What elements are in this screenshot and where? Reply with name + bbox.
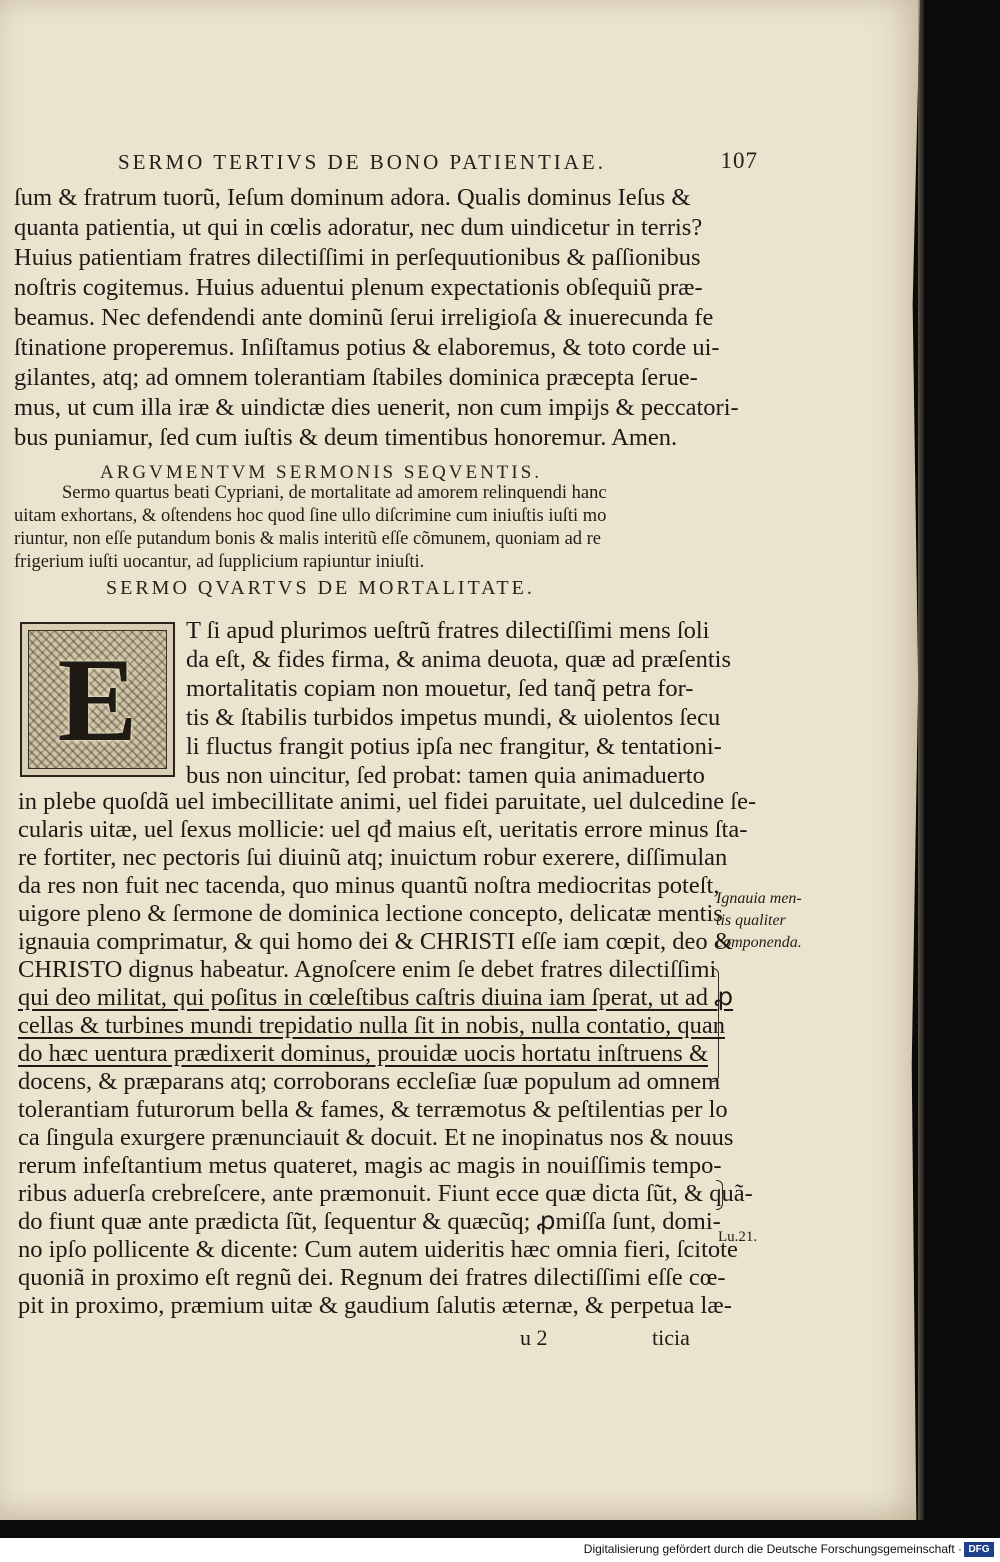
text-line: ribus aduerſa crebreſcere, ante præmonuit. Fiunt ecce quæ dicta ſũt, & quã-	[18, 1180, 753, 1207]
margin-note-line: Ignauia men-	[716, 890, 802, 907]
signature-mark: u 2	[520, 1325, 548, 1350]
text-line: cularis uitæ, uel ſexus mollicie: uel qđ maius eſt, ueritatis errore minus ſta-	[18, 816, 748, 843]
initial-letter: E	[57, 632, 138, 766]
text-line: da res non fuit nec tacenda, quo minus quantũ noſtra mediocritas poteſt,	[18, 872, 720, 899]
text-line: pit in proximo, præmium uitæ & gaudium ſalutis æternæ, & perpetua læ-	[18, 1292, 732, 1319]
dfg-logo: DFG	[964, 1542, 994, 1557]
text-line: gilantes, atq; ad omnem tolerantiam ſtabiles dominica præcepta ſerue-	[14, 364, 698, 391]
argument-line: uitam exhortans, & oſtendens hoc quod ſine ullo diſcrimine cum iniuſtis iuſti mo	[14, 506, 607, 526]
text-line: Huius patientiam fratres dilectiſſimi in perſequutionibus & paſſionibus	[14, 244, 701, 271]
text-line: ſtinatione properemus. Inſiſtamus potius & elaboremus, & toto corde ui-	[14, 334, 720, 361]
running-head	[118, 150, 758, 182]
catchword: ticia	[652, 1325, 690, 1350]
woodcut-ornament	[28, 630, 167, 769]
running-head-title: SERMO TERTIVS DE BONO PATIENTIAE.	[118, 150, 607, 174]
margin-bracket	[712, 968, 719, 1082]
text-line: ignauia comprimatur, & qui homo dei & CHRISTI eſſe iam cœpit, deo &	[18, 928, 733, 955]
text-line: tolerantiam futurorum bella & fames, & terræmotus & peſtilentias per lo	[18, 1096, 728, 1123]
argument-line: riuntur, non eſſe putandum bonis & malis interitũ eſſe cõmunem, quoniam ad re	[14, 529, 602, 549]
argument-heading: ARGVMENTVM SERMONIS SEQVENTIS.	[100, 462, 543, 483]
margin-note-line: componenda.	[716, 934, 802, 951]
page-edge	[918, 0, 924, 1520]
margin-reference: Lu.21.	[718, 1229, 758, 1245]
text-line: uigore pleno & ſermone de dominica lectione concepto, delicatæ mentis	[18, 900, 723, 927]
text-line: quoniã in proximo eſt regnũ dei. Regnum dei fratres dilectiſſimi eſſe cœ-	[18, 1264, 726, 1291]
page-number: 107	[720, 148, 758, 173]
text-line: li fluctus frangit potius ipſa nec frangitur, & tentationi-	[186, 733, 722, 760]
text-line: tis & ſtabilis turbidos impetus mundi, & uiolentos ſecu	[186, 704, 721, 731]
footer-credit: Digitalisierung gefördert durch die Deutsche Forschungsgemeinschaft ·	[583, 1542, 962, 1556]
text-line: do fiunt quæ ante prædicta ſũt, ſequentur & quæcũq; ꝓmiſſa ſunt, domi-	[18, 1208, 721, 1235]
text-line: da eſt, & fides firma, & anima deuota, quæ ad præſentis	[186, 646, 731, 673]
text-line: docens, & præparans atq; corroborans eccleſiæ ſuæ populum ad omnem	[18, 1068, 721, 1095]
text-line: cellas & turbines mundi trepidatio nulla ſit in nobis, nulla contatio, quan	[18, 1012, 725, 1039]
text-line: re fortiter, nec pectoris ſui diuinũ atq; inuictum robur exerere, diſſimulan	[18, 844, 728, 871]
margin-bracket	[716, 1180, 723, 1210]
text-line: rerum infeſtantium metus quateret, magis ac magis in nouiſſimis tempo-	[18, 1152, 722, 1179]
text-line: mus, ut cum illa iræ & uindictæ dies uenerit, non cum impijs & peccatori-	[14, 394, 739, 421]
text-line: ſum & fratrum tuorũ, Ieſum dominum adora. Qualis dominus Ieſus &	[14, 184, 691, 211]
section-heading: SERMO QVARTVS DE MORTALITATE.	[106, 577, 535, 599]
text-line: noſtris cogitemus. Huius aduentui plenum expectationis obſequiũ præ-	[14, 274, 703, 301]
margin-note-line: tis qualiter	[716, 912, 786, 929]
decorated-initial	[20, 622, 175, 777]
text-line: ca ſingula exurgere prænunciauit & docuit. Et ne inopinatus nos & nouus	[18, 1124, 734, 1151]
argument-line: Sermo quartus beati Cypriani, de mortalitate ad amorem relinquendi hanc	[62, 483, 607, 503]
text-line: beamus. Nec defendendi ante dominũ ſerui irreligioſa & inuerecunda fe	[14, 304, 714, 331]
digitization-footer	[0, 1538, 1000, 1562]
text-line: do hæc uentura prædixerit dominus, prouidæ uocis hortatu inſtruens &	[18, 1040, 708, 1067]
text-line: bus non uincitur, ſed probat: tamen quia animaduerto	[186, 762, 705, 789]
text-line: no ipſo pollicente & dicente: Cum autem uideritis hæc omnia fieri, ſcitote	[18, 1236, 738, 1263]
text-line: in plebe quoſdã uel imbecillitate animi, uel fidei paruitate, uel dulcedine ſe-	[18, 788, 757, 815]
text-line: quanta patientia, ut qui in cœlis adoratur, nec dum uindicetur in terris?	[14, 214, 703, 241]
argument-line: frigerium iuſti uocantur, ad ſupplicium rapiuntur iniuſti.	[14, 552, 425, 572]
text-line: CHRISTO dignus habeatur. Agnoſcere enim ſe debet fratres dilectiſſimi	[18, 956, 717, 983]
text-line: qui deo militat, qui poſitus in cœleſtibus caſtris diuina iam ſperat, ut ad ꝓ	[18, 984, 734, 1011]
text-line: mortalitatis copiam non mouetur, ſed tanq̃ petra for-	[186, 675, 694, 702]
text-line: bus puniamur, ſed cum iuſtis & deum timentibus honoremur. Amen.	[14, 424, 678, 451]
text-line: T ſi apud plurimos ueſtrũ fratres dilectiſſimi mens ſoli	[186, 617, 710, 644]
